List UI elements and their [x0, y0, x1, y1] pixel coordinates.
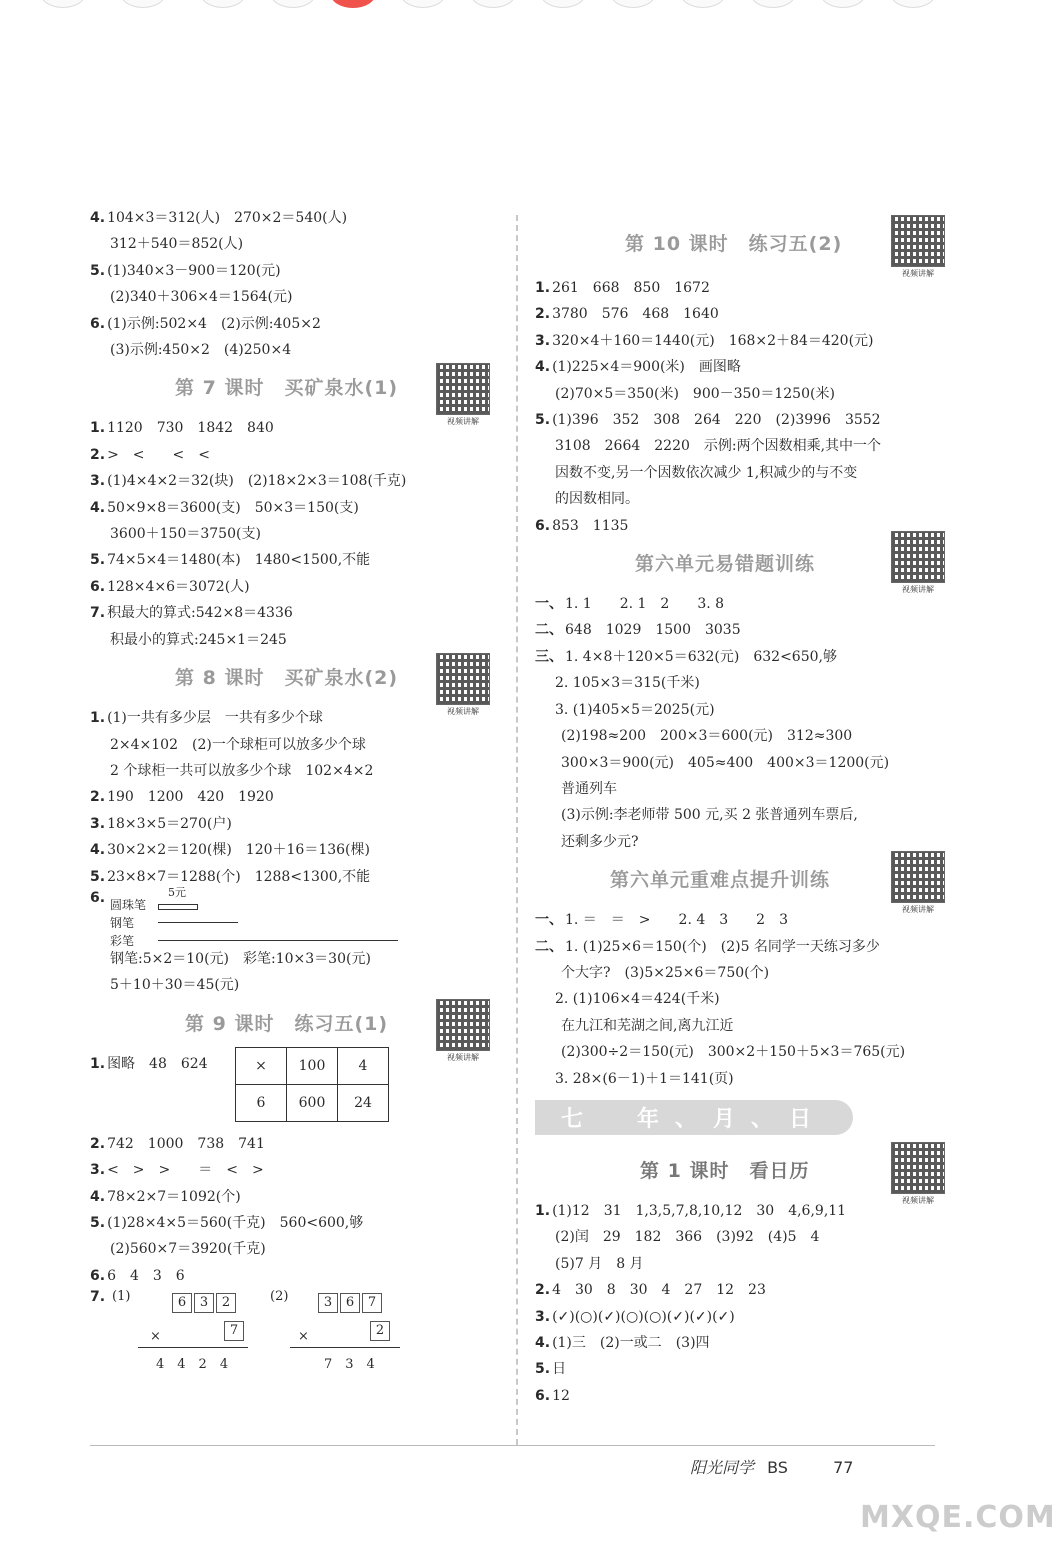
diagram-bar [158, 904, 198, 910]
watermark: MXQE.COM [860, 1500, 1056, 1535]
item-number: 6. [90, 1267, 106, 1284]
tab-dot [610, 0, 656, 8]
answer-text: 648 1029 1500 3035 [565, 622, 741, 639]
diagram-label: 钢笔 [110, 915, 135, 930]
answer-line [90, 811, 510, 837]
digit-box: 3 [194, 1293, 214, 1313]
section-title: 第 1 课时 看日历 [640, 1159, 810, 1182]
answer-text: (3)示例:李老师带 500 元,买 2 张普通列车票后, [561, 807, 858, 824]
answer-text: (2)340＋306×4＝1564(元) [110, 289, 293, 306]
result-line [290, 1347, 400, 1348]
answer-line [535, 617, 945, 643]
qr-caption: 视频讲解 [447, 417, 479, 427]
answer-line [535, 1013, 945, 1039]
answer-text: 2. (1)106×4＝424(千米) [555, 991, 720, 1008]
answer-list [90, 205, 510, 363]
answer-line [535, 460, 945, 486]
answer-line [535, 1251, 945, 1277]
section-header [90, 363, 510, 427]
answer-text: 普通列车 [561, 780, 617, 797]
qr-code-icon [436, 653, 490, 705]
answer-line [90, 258, 510, 284]
answer-text: 190 1200 420 1920 [107, 789, 274, 806]
answer-text: (1)225×4＝900(米) 画图略 [552, 359, 741, 376]
answer-text: 积最大的算式:542×8＝4336 [107, 605, 293, 622]
table-cell: × [236, 1047, 287, 1084]
tab-dot-active [330, 0, 376, 8]
answer-text: 74×5×4＝1480(本) 1480<1500,不能 [107, 552, 371, 569]
section-title: 第六单元重难点提升训练 [610, 869, 831, 892]
qr-caption: 视频讲解 [447, 1052, 479, 1062]
diagram-label: 彩笔 [110, 933, 135, 948]
section-header [535, 205, 945, 278]
digit-box: 6 [172, 1293, 192, 1313]
answer-text: 104×3＝312(人) 270×2＝540(人) [107, 210, 348, 226]
answer-line [535, 1039, 945, 1065]
item-number: 5. [535, 1361, 551, 1378]
diagram-bar [158, 940, 398, 941]
diagram-bar [158, 922, 238, 923]
answer-line [90, 311, 510, 337]
section-header [535, 1146, 945, 1205]
qr-caption: 视频讲解 [447, 707, 479, 717]
answer-text: 1. (1)25×6＝150(个) (2)5 名同学一天练习多少 [565, 938, 880, 955]
section-title: 第 7 课时 买矿泉水(1) [175, 377, 399, 400]
answer-text: 742 1000 738 741 [107, 1135, 265, 1152]
section-title: 第 10 课时 练习五(2) [625, 233, 843, 255]
edition-code: BS [767, 1458, 788, 1477]
item-number: 5. [535, 412, 551, 429]
column-divider [516, 215, 518, 1445]
answer-text: (1)示例:502×4 (2)示例:405×2 [107, 315, 321, 332]
answer-line [90, 758, 510, 784]
digit-box: 2 [370, 1321, 390, 1341]
item-number: 二、 [535, 622, 563, 639]
answer-line [90, 1263, 510, 1289]
section-header [90, 999, 510, 1062]
answer-list [90, 705, 510, 890]
item-number: 4. [90, 1188, 106, 1205]
price-label: 5元 [168, 885, 186, 899]
item-number: 1. [90, 710, 106, 727]
answer-line [535, 591, 945, 617]
answer-line [90, 1184, 510, 1210]
answer-line [535, 986, 945, 1012]
answer-text: (3)示例:450×2 (4)250×4 [110, 342, 292, 359]
qr-code-icon [891, 215, 945, 267]
item-number: 5. [90, 868, 106, 885]
answer-line [90, 205, 510, 231]
answer-line [535, 275, 945, 301]
digit-box: 7 [224, 1321, 244, 1341]
answer-text: 1120 730 1842 840 [107, 420, 274, 437]
tab-dot [540, 0, 586, 8]
answer-line [90, 1157, 510, 1183]
answer-text: 50×9×8＝3600(支) 50×3＝150(支) [107, 499, 359, 516]
item-number: 2. [90, 446, 106, 463]
top-tab-strip [0, 0, 1000, 10]
item-number: 2. [535, 306, 551, 323]
answer-line [535, 1224, 945, 1250]
answer-text: 3. 28×(6－1)＋1＝141(页) [555, 1070, 734, 1087]
item-number: 三、 [535, 648, 563, 665]
item-number: 5. [90, 1214, 106, 1231]
diagram-label: 圆珠笔 [110, 897, 147, 912]
answer-text: 3780 576 468 1640 [552, 306, 719, 323]
answer-line [90, 837, 510, 863]
qr-caption: 视频讲解 [902, 905, 934, 915]
item-number: 3. [90, 473, 106, 490]
answer-text: 的因数相同。 [555, 491, 639, 508]
answer-text: 30×2×2＝120(棵) 120＋16＝136(棵) [107, 842, 370, 859]
result-digits: 4 4 2 4 [156, 1357, 229, 1373]
item-number: 5. [90, 262, 106, 279]
digit-box: 6 [340, 1293, 360, 1313]
tab-dot [820, 0, 866, 8]
item-number: 6. [535, 1387, 551, 1404]
answer-line [535, 934, 945, 960]
section-header [535, 855, 945, 915]
sub-label: (2) [270, 1289, 289, 1305]
answer-line [535, 354, 945, 380]
answer-line [90, 284, 510, 310]
answer-line [90, 600, 510, 626]
answer-line [535, 697, 945, 723]
item-number: 5. [90, 552, 106, 569]
item-number: 2. [90, 1135, 106, 1152]
sub-label: (1) [112, 1289, 131, 1305]
answer-line [535, 907, 945, 933]
answer-text: (1)28×4×5＝560(千克) 560<600,够 [107, 1214, 364, 1231]
answer-text: (1)一共有多少层 一共有多少个球 [107, 710, 323, 727]
item-number: 6. [90, 889, 106, 906]
item-number: 1. [535, 1202, 551, 1219]
answer-text: (1)396 352 308 264 220 (2)3996 3552 [552, 412, 881, 429]
answer-text: 图略 48 624 [107, 1055, 208, 1072]
answer-text: (2)560×7＝3920(千克) [110, 1241, 266, 1258]
answer-text: (1)340×3－900＝120(元) [107, 262, 281, 279]
item-number: 7. [90, 605, 106, 622]
tab-dot [470, 0, 516, 8]
answer-text: < > > ＝ < > [107, 1162, 264, 1179]
answer-line [535, 1383, 945, 1409]
answer-line [535, 328, 945, 354]
answer-line [535, 644, 945, 670]
answer-text: > < < < [107, 446, 210, 463]
answer-line [90, 231, 510, 257]
answer-line [535, 723, 945, 749]
answer-text: 3. (1)405×5＝2025(元) [555, 701, 715, 718]
answer-line [90, 442, 510, 468]
answer-text: (1)12 31 1,3,5,7,8,10,12 30 4,6,9,11 [552, 1202, 847, 1219]
answer-line [90, 415, 510, 441]
digit-box: 7 [362, 1293, 382, 1313]
answer-text: 积最小的算式:245×1＝245 [110, 631, 287, 648]
section-header [535, 539, 945, 595]
times-sign: × [150, 1329, 161, 1345]
answer-text: 12 [552, 1387, 570, 1404]
answer-text: (1)4×4×2＝32(块) (2)18×2×3＝108(千克) [107, 473, 407, 490]
table-cell: 24 [338, 1084, 389, 1121]
answer-line [90, 495, 510, 521]
answer-text: (5)7 月 8 月 [555, 1255, 644, 1272]
answer-line [90, 627, 510, 653]
page-number: 77 [833, 1458, 854, 1477]
item-number: 1. [535, 280, 551, 296]
line-diagram [90, 885, 510, 948]
qr-caption: 视频讲解 [902, 585, 934, 595]
answer-text: (✓)(○)(✓)(○)(○)(✓)(✓)(✓) [552, 1308, 735, 1325]
answer-text: 312＋540＝852(人) [110, 236, 244, 253]
answer-line [535, 1330, 945, 1356]
right-column [535, 205, 945, 1409]
answer-text: 261 668 850 1672 [552, 280, 710, 296]
answer-line [535, 1066, 945, 1092]
section-title: 第六单元易错题训练 [635, 553, 816, 576]
answer-line [90, 574, 510, 600]
unit-banner [535, 1092, 945, 1146]
section-header [90, 653, 510, 717]
answer-text: 2 个球柜一共可以放多少个球 102×4×2 [110, 762, 374, 779]
left-column [90, 205, 510, 1379]
answer-text: 2. 105×3＝315(千米) [555, 675, 700, 692]
qr-caption: 视频讲解 [902, 1195, 934, 1205]
answer-text: 320×4＋160＝1440(元) 168×2＋84＝420(元) [552, 332, 874, 349]
answer-list [535, 907, 945, 1092]
answer-text: 3108 2664 2220 示例:两个因数相乘,其中一个 [555, 438, 882, 455]
answer-line [90, 521, 510, 547]
digit-box: 2 [216, 1293, 236, 1313]
answer-text: 23×8×7＝1288(个) 1288<1300,不能 [107, 868, 371, 885]
item-number: 4. [90, 842, 106, 859]
answer-text: 5＋10＋30＝45(元) [110, 977, 240, 994]
qr-code-icon [891, 531, 945, 583]
answer-line [90, 946, 510, 972]
answer-list [535, 1198, 945, 1409]
item-number: 一、 [535, 912, 563, 929]
table-cell: 600 [287, 1084, 338, 1121]
item-number: 2. [90, 789, 106, 806]
multiplication-table [235, 1047, 389, 1122]
item-number: 4. [535, 359, 551, 376]
tab-dot [120, 0, 166, 8]
qr-code[interactable] [891, 531, 945, 593]
answer-line [90, 972, 510, 998]
answer-text: (1)三 (2)一或二 (3)四 [552, 1335, 710, 1351]
item-number: 3. [535, 332, 551, 349]
answer-text: 因数不变,另一个因数依次减少 1,积减少的与不变 [555, 464, 858, 481]
answer-line [535, 1277, 945, 1303]
answer-line [535, 1198, 945, 1224]
answer-text: (2)300÷2＝150(元) 300×2＋150＋5×3＝765(元) [561, 1044, 906, 1061]
item-number: 4. [535, 1335, 551, 1351]
item-number: 6. [90, 578, 106, 595]
answer-list [535, 275, 945, 539]
section-title: 第 9 课时 练习五(1) [185, 1012, 389, 1035]
answer-text: 6 4 3 6 [107, 1267, 185, 1284]
result-line [138, 1347, 248, 1348]
answer-text: 300×3＝900(元) 405≈400 400×3＝1200(元) [561, 754, 890, 771]
item-number: 3. [90, 1162, 106, 1179]
item-number: 二、 [535, 938, 563, 955]
qr-code[interactable] [891, 215, 945, 277]
answer-line [535, 829, 945, 855]
answer-line [90, 547, 510, 573]
answer-text: 853 1135 [552, 517, 629, 534]
qr-code[interactable] [891, 851, 945, 913]
tab-dot [40, 0, 86, 8]
item-number: 2. [535, 1282, 551, 1299]
answer-text: 78×2×7＝1092(个) [107, 1188, 241, 1205]
answer-list [535, 591, 945, 855]
qr-code[interactable] [891, 1142, 945, 1204]
answer-line [535, 513, 945, 539]
tab-dot [400, 0, 446, 8]
answer-text: 3600＋150＝3750(支) [110, 526, 261, 543]
answer-line [535, 750, 945, 776]
answer-line [535, 486, 945, 512]
result-digits: 7 3 4 [324, 1357, 375, 1373]
answer-line [90, 337, 510, 363]
answer-line [535, 960, 945, 986]
footer-rule [90, 1445, 935, 1446]
answer-line [535, 381, 945, 407]
item-number: 6. [535, 517, 551, 534]
answer-line [90, 1210, 510, 1236]
tab-dot [890, 0, 936, 8]
qr-code-icon [436, 363, 490, 415]
answer-text: 2×4×102 (2)一个球柜可以放多少个球 [110, 736, 366, 753]
item-number: 7. [90, 1289, 106, 1306]
tab-dot [750, 0, 796, 8]
answer-text: 1. ＝ ＝ > 2. 4 3 2 3 [565, 912, 788, 929]
qr-code-icon [436, 999, 490, 1051]
answer-line [535, 301, 945, 327]
answer-text: 4 30 8 30 4 27 12 23 [552, 1282, 766, 1299]
answer-line [90, 705, 510, 731]
answer-text: 在九江和芜湖之间,离九江近 [561, 1017, 734, 1034]
qr-code-icon [891, 851, 945, 903]
answer-line [535, 670, 945, 696]
answer-line [535, 433, 945, 459]
answer-text: 18×3×5＝270(户) [107, 815, 232, 832]
answer-text: 1. 1 2. 1 2 3. 8 [565, 596, 725, 613]
answer-line [535, 1356, 945, 1382]
tab-dot [270, 0, 316, 8]
answer-list [90, 415, 510, 653]
qr-code-icon [891, 1142, 945, 1194]
answer-line [535, 776, 945, 802]
answer-text: 还剩多少元? [561, 833, 639, 850]
digit-box: 3 [318, 1293, 338, 1313]
section-title: 第 8 课时 买矿泉水(2) [175, 667, 399, 690]
answer-line [90, 468, 510, 494]
answer-line [90, 864, 510, 890]
qr-caption: 视频讲解 [902, 269, 934, 278]
answer-text: (2)70×5＝350(米) 900－350＝1250(米) [555, 385, 835, 402]
item-number: 4. [90, 210, 106, 226]
answer-text: 1. 4×8＋120×5＝632(元) 632<650,够 [565, 648, 837, 665]
answer-text: (2)198≈200 200×3＝600(元) 312≈300 [561, 728, 853, 745]
item-number: 一、 [535, 596, 563, 613]
answer-text: (2)闰 29 182 366 (3)92 (4)5 4 [555, 1229, 820, 1246]
item-number: 1. [90, 1055, 106, 1072]
table-question [90, 1051, 510, 1131]
answer-line [535, 1304, 945, 1330]
answer-text: 个大字? (3)5×25×6＝750(个) [561, 964, 770, 981]
answer-list [90, 1131, 510, 1289]
item-number: 6. [90, 315, 106, 332]
item-number: 3. [535, 1308, 551, 1325]
footer [690, 1455, 853, 1478]
item-number: 3. [90, 815, 106, 832]
answer-list [90, 946, 510, 999]
brand-logo: 阳光同学 [690, 1458, 755, 1477]
tab-dot [200, 0, 246, 8]
answer-text: 钢笔:5×2＝10(元) 彩笔:10×3＝30(元) [110, 950, 371, 967]
answer-line [90, 784, 510, 810]
unit-title: 七 年、月、日 [535, 1100, 853, 1135]
answer-line [90, 732, 510, 758]
answer-line [535, 407, 945, 433]
table-cell: 6 [236, 1084, 287, 1121]
answer-text: 日 [552, 1361, 567, 1378]
vertical-multiplication [90, 1289, 510, 1379]
answer-line [90, 1131, 510, 1157]
times-sign: × [298, 1329, 309, 1345]
answer-text: 128×4×6＝3072(人) [107, 578, 250, 595]
item-number: 1. [90, 420, 106, 437]
item-number: 4. [90, 499, 106, 516]
table-cell: 100 [287, 1047, 338, 1084]
tab-dot [680, 0, 726, 8]
answer-line [90, 1236, 510, 1262]
answer-line [535, 802, 945, 828]
table-cell: 4 [338, 1047, 389, 1084]
